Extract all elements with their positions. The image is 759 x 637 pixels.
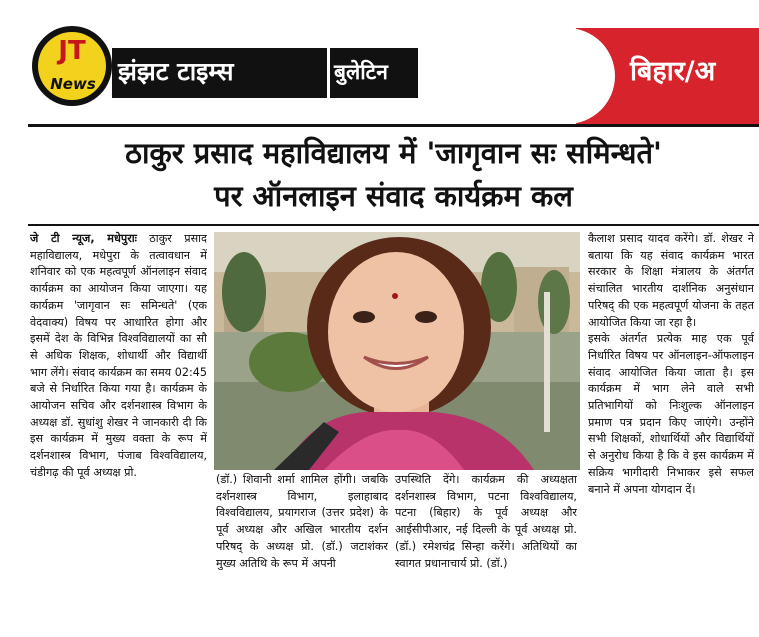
region-label: बिहार/अ [630,56,716,87]
article-column-3: उपस्थिति देंगे। कार्यक्रम की अध्यक्षता दर्शनशास्त्र विभाग, पटना विश्वविद्यालय, पटना (बिहार) के पूर्व अध्यक्ष और आईसीपीआर, नई दिल्ली के पूर्व अध्यक्ष प्रो. (डॉ.) रमेशचंद्र सिन्हा करेंगे। अतिथियों का स्वागत प्रधानाचार्य प्रो. (डॉ.) [395,473,577,570]
headline-rule [28,224,759,226]
header-rule [28,124,759,127]
portrait-photo [214,232,580,470]
dateline: जे टी न्यूज, मधेपुराः [30,232,137,245]
article-column-2: (डॉ.) शिवानी शर्मा शामिल होंगी। जबकि दर्शनशास्त्र विभाग, इलाहाबाद विश्वविद्यालय, प्रयागराज (उत्तर प्रदेश) के पूर्व अध्यक्ष और अखिल भारतीय दर्शन परिषद् के अध्यक्ष प्रो. (डॉ.) जटाशंकर मुख्य अतिथि के रूप में अपनी [216,473,388,570]
logo-jt-text: JT [58,36,86,66]
masthead-title: झंझट टाइम्स [118,57,234,86]
bulletin-label: बुलेटिन [334,60,388,84]
article-column-4-para2: इसके अंतर्गत प्रत्येक माह एक पूर्व निर्धारित विषय पर ऑनलाइन-ऑफलाइन संवाद आयोजित किया जाता है। इस कार्यक्रम में भाग लेने वाले सभी प्रतिभागियों को निःशुल्क ऑनलाइन प्रमाण पत्र प्रदान किए जाएंगे। उन्होंने सभी शिक्षकों, शोधार्थियों और विद्यार्थियों से अनुरोध किया है कि वे इस कार्यक्रम में सक्रिय भागीदारी निभाकर इसे सफल बनाने में अपना योगदान दें। [588,332,754,496]
headline-line2: पर ऑनलाइन संवाद कार्यक्रम कल [214,179,573,213]
article-column-1 [30,231,207,633]
article-column-4-para1: कैलाश प्रसाद यादव करेंगे। डॉ. शेखर ने बताया कि यह संवाद कार्यक्रम भारत सरकार के शिक्षा मंत्रालय के अंतर्गत संचालित भारतीय दार्शनिक अनुसंधान परिषद् की एक महत्वपूर्ण योजना के तहत आयोजित किया जा रहा है। [588,232,754,329]
logo-news-text: News [50,75,96,93]
portrait-illustration [214,232,580,470]
headline-line1: ठाकुर प्रसाद महाविद्यालय में 'जागृवान सः समिन्धते' [125,136,662,170]
article-column-4 [588,231,754,633]
article-column-1-text: ठाकुर प्रसाद महाविद्यालय, मधेपुरा के तत्वावधान में शनिवार को एक महत्वपूर्ण ऑनलाइन संवाद कार्यक्रम का आयोजन किया जाएगा। यह कार्यक्रम 'जागृवान सः समिन्धते' (एक वेदवाक्य) विषय पर आधारित होगा और इसमें देश के विभिन्न विश्वविद्यालयों का सौ से अधिक शिक्षक, शोधार्थी और विद्यार्थी भाग लेंगे। संवाद कार्यक्रम का समय 02:45 बजे से निर्धारित किया गया है। कार्यक्रम के आयोजन सचिव और दर्शनशास्त्र विभाग के अध्यक्ष डॉ. सुधांशु शेखर ने जानकारी दी कि इस कार्यक्रम में मुख्य वक्ता के रूप में दर्शनशास्त्र विभाग, पंजाब विश्वविद्यालय, चंडीगढ़ की पूर्व अध्यक्ष प्रो. [30,232,207,479]
